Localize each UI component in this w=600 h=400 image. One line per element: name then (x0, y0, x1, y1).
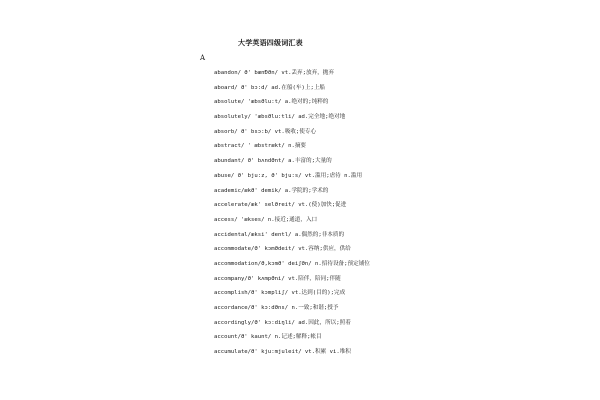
vocabulary-entry: accompany/Ə' kʌmpƏni/ vt.陪伴，陪同;伴随 (214, 275, 341, 282)
vocabulary-entry: absolutely/ 'æbsƏlu:tli/ ad.完全地;绝对地 (214, 114, 346, 121)
vocabulary-entry: abstract/ ' æbstrækt/ n.摘要 (214, 143, 307, 150)
vocabulary-list (214, 66, 370, 360)
vocabulary-entry: abundant/ Ə' bʌndƏnt/ a.丰富的;大量的 (214, 158, 332, 165)
section-letter: A (200, 54, 206, 62)
vocabulary-entry: absorb/ Ə' bsɔ:b/ vt.吸收;使专心 (214, 128, 317, 135)
vocabulary-entry: accordance/Ə' kɔ:dƏns/ n.一致;和谐;授予 (214, 305, 339, 311)
vocabulary-entry: accordingly/Ə' kɔ:diŋli/ ad.因此，所以;照着 (214, 319, 351, 326)
vocabulary-entry: aboard/ Ə' bɔ:d/ ad.在船(车)上;上船 (214, 84, 326, 91)
vocabulary-entry: accommodation/Ə,kɔmƏ' deiʃƏn/ n.招待设备;预定铺位 (214, 260, 370, 267)
vocabulary-entry: access/ 'ækses/ n.接近;通道，入口 (214, 216, 318, 223)
vocabulary-entry: accomplish/Ə' kɔmpliʃ/ vt.达到(目的);完成 (214, 290, 346, 297)
vocabulary-entry: accumulate/Ə' kju:mjuleit/ vt.积累 vi.堆积 (214, 349, 351, 356)
vocabulary-entry: accelerate/æk' selƏreit/ vt.(使)加快;促进 (214, 202, 347, 209)
vocabulary-entry: academic/ækƏ' demik/ a.学院的;学术的 (214, 187, 329, 194)
vocabulary-entry: accommodate/Ə' kɔmƏdeit/ vt.容纳;供应，供给 (214, 246, 351, 253)
vocabulary-entry: abuse/ Ə' bju:z, Ə' bju:s/ vt.滥用;虐待 n.滥用 (214, 172, 363, 179)
vocabulary-entry: account/Ə' kaunt/ n.记述;解释;帐目 (214, 334, 322, 341)
vocabulary-entry: absolute/ 'æbsƏlu:t/ a.绝对的;纯粹的 (214, 99, 329, 106)
vocabulary-entry: abandon/ Ə' bænÐƏn/ vt.丢弃;放弃，抛弃 (214, 70, 334, 76)
vocabulary-entry: accidental/æksi' dentl/ a.偶然的;非本质的 (214, 231, 345, 238)
document-title: 大学英语四级词汇表 (238, 39, 303, 47)
